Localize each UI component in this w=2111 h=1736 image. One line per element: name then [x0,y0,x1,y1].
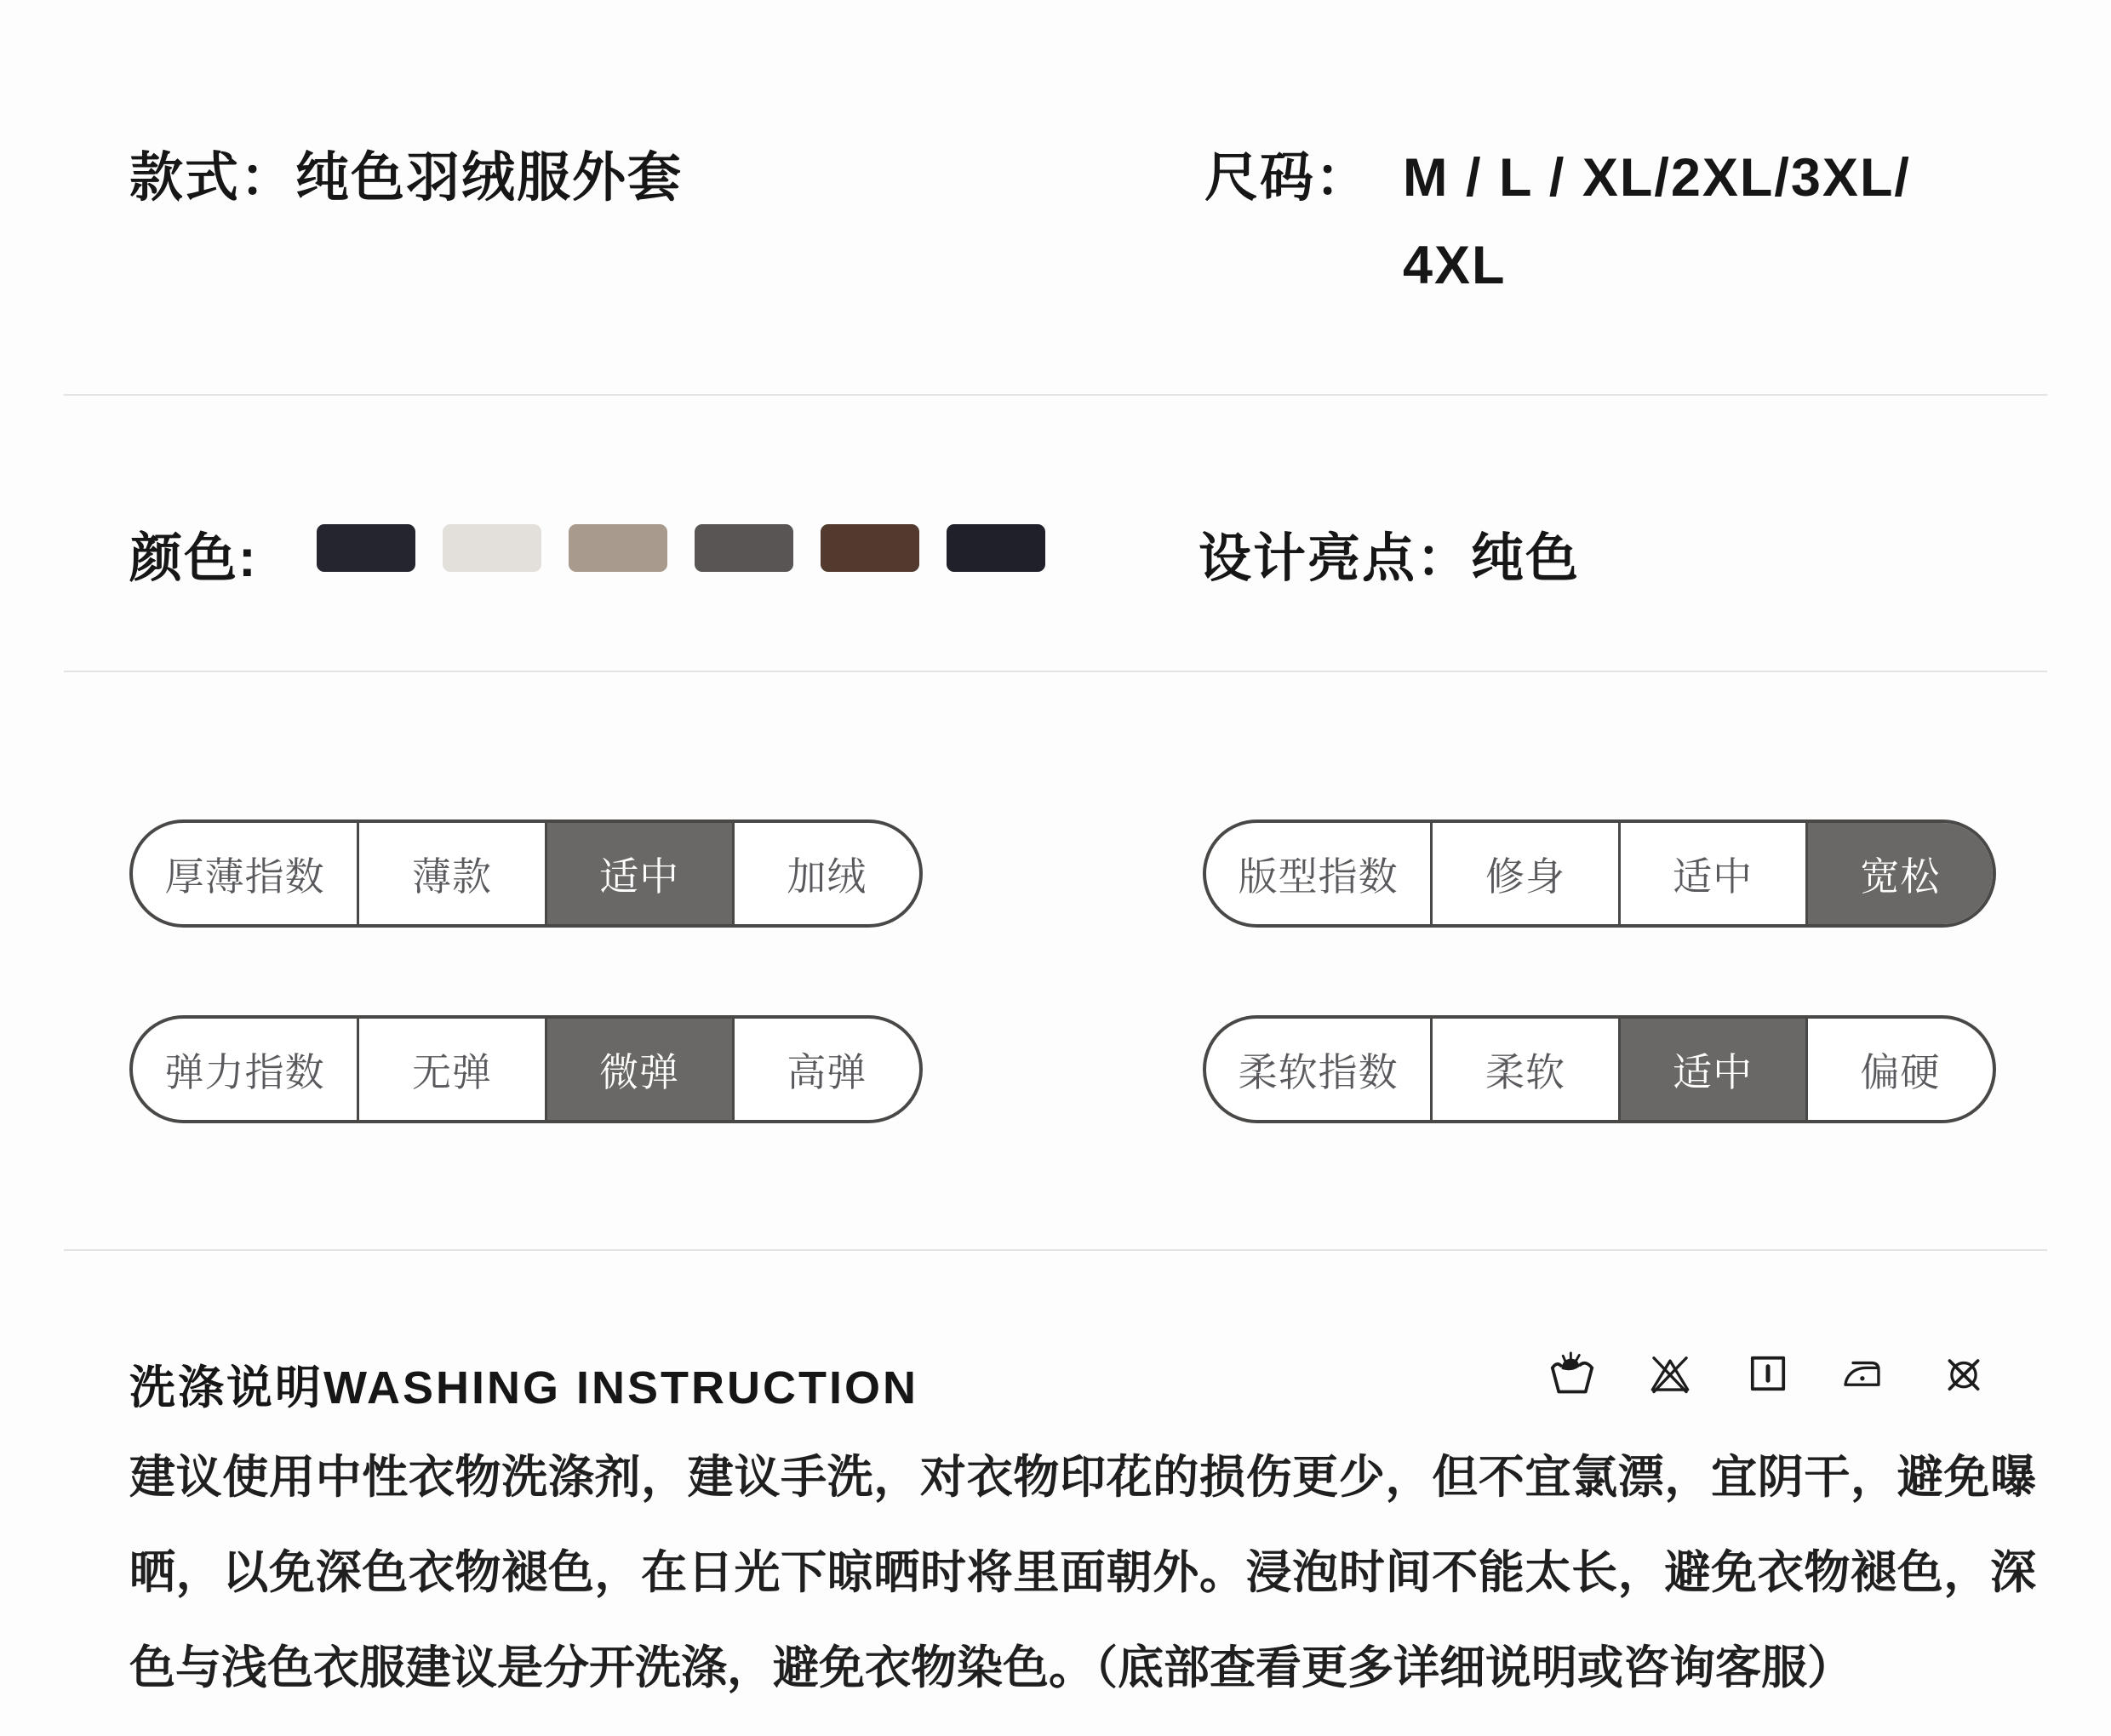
iron-low-heat-icon [1841,1349,1891,1398]
pill-option: 无弹 [357,1019,544,1120]
size-label: 尺码： [1204,148,1370,208]
pill-option: 柔软 [1430,1019,1617,1120]
color-swatches [317,524,1045,572]
size-values [1403,134,1911,310]
design-highlight-value: 纯色 [1471,529,1581,588]
pill-label: 弹力指数 [164,1049,325,1094]
pill-option: 宽松 [1805,823,1993,924]
style-row [129,134,683,212]
style-label: 款式： [129,148,295,208]
do-not-dry-clean-icon [1939,1349,1988,1398]
do-not-bleach-icon [1645,1349,1695,1398]
fit-index-pill [1203,819,1996,928]
pill-label: 柔软指数 [1238,1049,1399,1094]
size-values-line2: 4XL [1403,236,1507,295]
pill-option: 修身 [1430,823,1617,924]
thickness-index-pill [129,819,923,928]
pill-label: 版型指数 [1238,854,1399,899]
pill-option: 微弹 [545,1019,732,1120]
pill-label: 厚薄指数 [164,854,325,899]
color-swatch [947,524,1045,572]
drip-dry-icon [1743,1349,1793,1398]
pill-option: 薄款 [357,823,544,924]
color-swatch [443,524,541,572]
divider [64,394,2047,396]
color-swatch [317,524,415,572]
washing-instruction-body: 建议使用中性衣物洗涤剂，建议手洗，对衣物印花的损伤更少，但不宜氯漂，宜阴干，避免曝晒，以免深色衣物褪色，在日光下晾晒时将里面朝外。浸泡时间不能太长，避免衣物褪色，深色与浅色衣服建议是分开洗涤，避免衣物染色。（底部查看更多详细说明或咨询客服） [129,1452,2036,1693]
washing-instruction-title: 洗涤说明WASHING INSTRUCTION [129,1362,918,1413]
design-highlight-label: 设计亮点： [1199,529,1472,588]
divider [64,1249,2047,1251]
softness-index-pill [1203,1015,1996,1123]
hand-wash-icon [1547,1349,1597,1398]
size-row [1204,134,1911,310]
pill-option: 偏硬 [1805,1019,1993,1120]
style-value: 纯色羽绒服外套 [295,148,683,208]
pill-option: 加绒 [732,823,919,924]
pill-option: 高弹 [732,1019,919,1120]
pill-option: 适中 [545,823,732,924]
design-highlight-row [1199,516,1580,591]
elasticity-index-pill [129,1015,923,1123]
pill-option: 适中 [1618,1019,1805,1120]
color-label: 颜色: [129,529,258,588]
divider [64,671,2047,672]
size-values-line1: M / L / XL/2XL/3XL/ [1403,148,1911,208]
color-swatch [569,524,667,572]
color-swatch [695,524,793,572]
color-swatch [821,524,919,572]
pill-option: 适中 [1618,823,1805,924]
washing-care-icons [1547,1349,1988,1398]
